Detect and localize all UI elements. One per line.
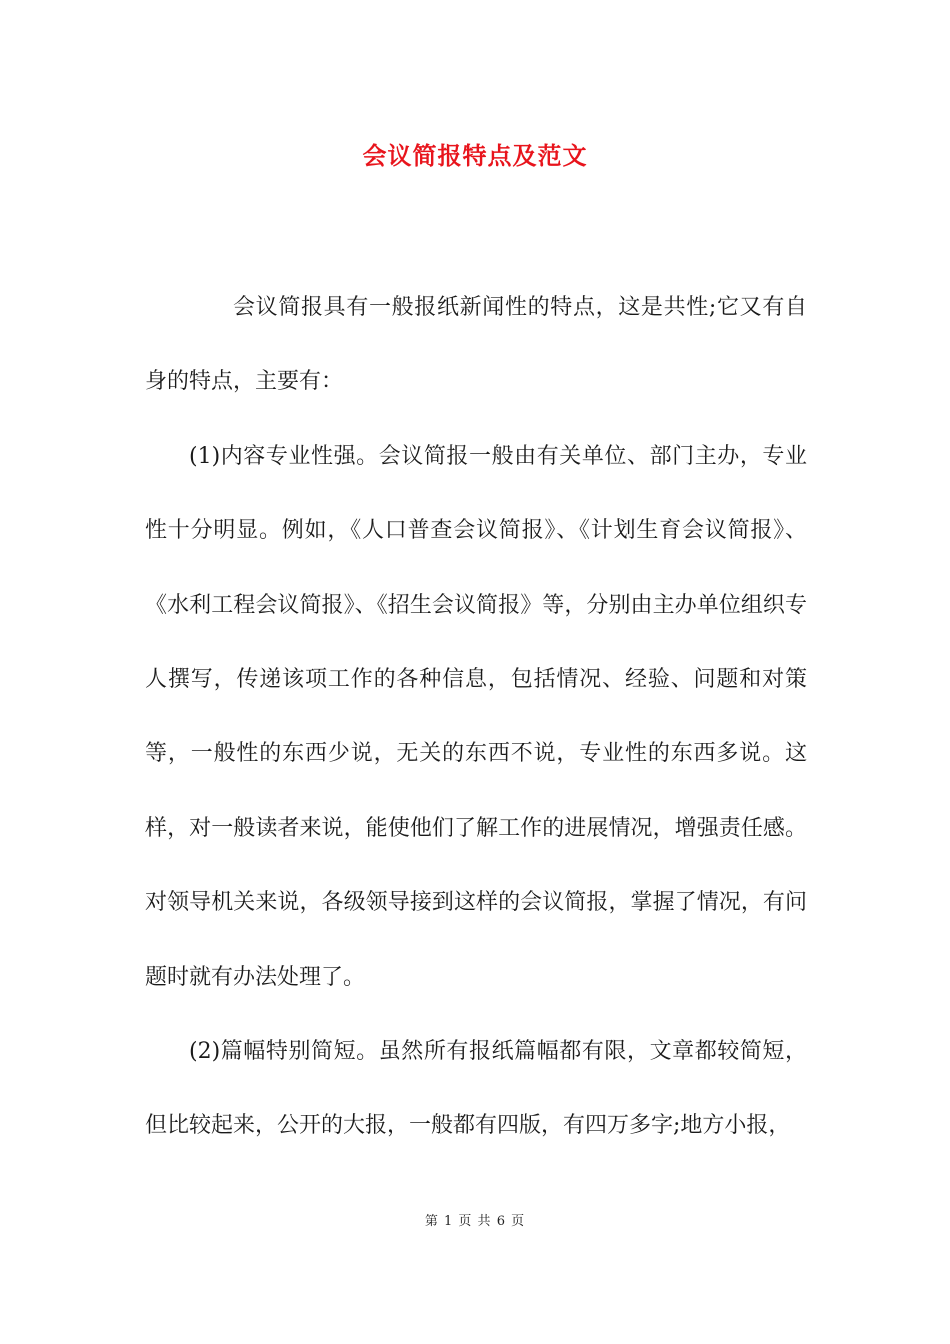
paragraph-intro: 会议简报具有一般报纸新闻性的特点，这是共性;它又有自身的特点，主要有： — [145, 295, 807, 395]
page-number-footer: 第 1 页 共 6 页 — [424, 1214, 526, 1229]
paragraph-point-2: (2)篇幅特别简短。虽然所有报纸篇幅都有限，文章都较简短，但比较起来，公开的大报，一般都有四版，有四万多字;地方小报， — [145, 1039, 807, 1139]
document-body — [145, 271, 807, 1164]
document-title: 会议简报特点及范文 — [362, 141, 588, 170]
paragraph-point-1: (1)内容专业性强。会议简报一般由有关单位、部门主办，专业性十分明显。例如，《人口普查会议简报》、《计划生育会议简报》、《水利工程会议简报》、《招生会议简报》等，分别由主办单位组织专人撰写，传递该项工作的各种信息，包括情况、经验、问题和对策等，一般性的东西少说，无关的东西不说，专业性的东西多说。这样，对一般读者来说，能使他们了解工作的进展情况，增强责任感。对领导机关来说，各级领导接到这样的会议简报，掌握了情况，有问题时就有办法处理了。 — [145, 443, 807, 990]
